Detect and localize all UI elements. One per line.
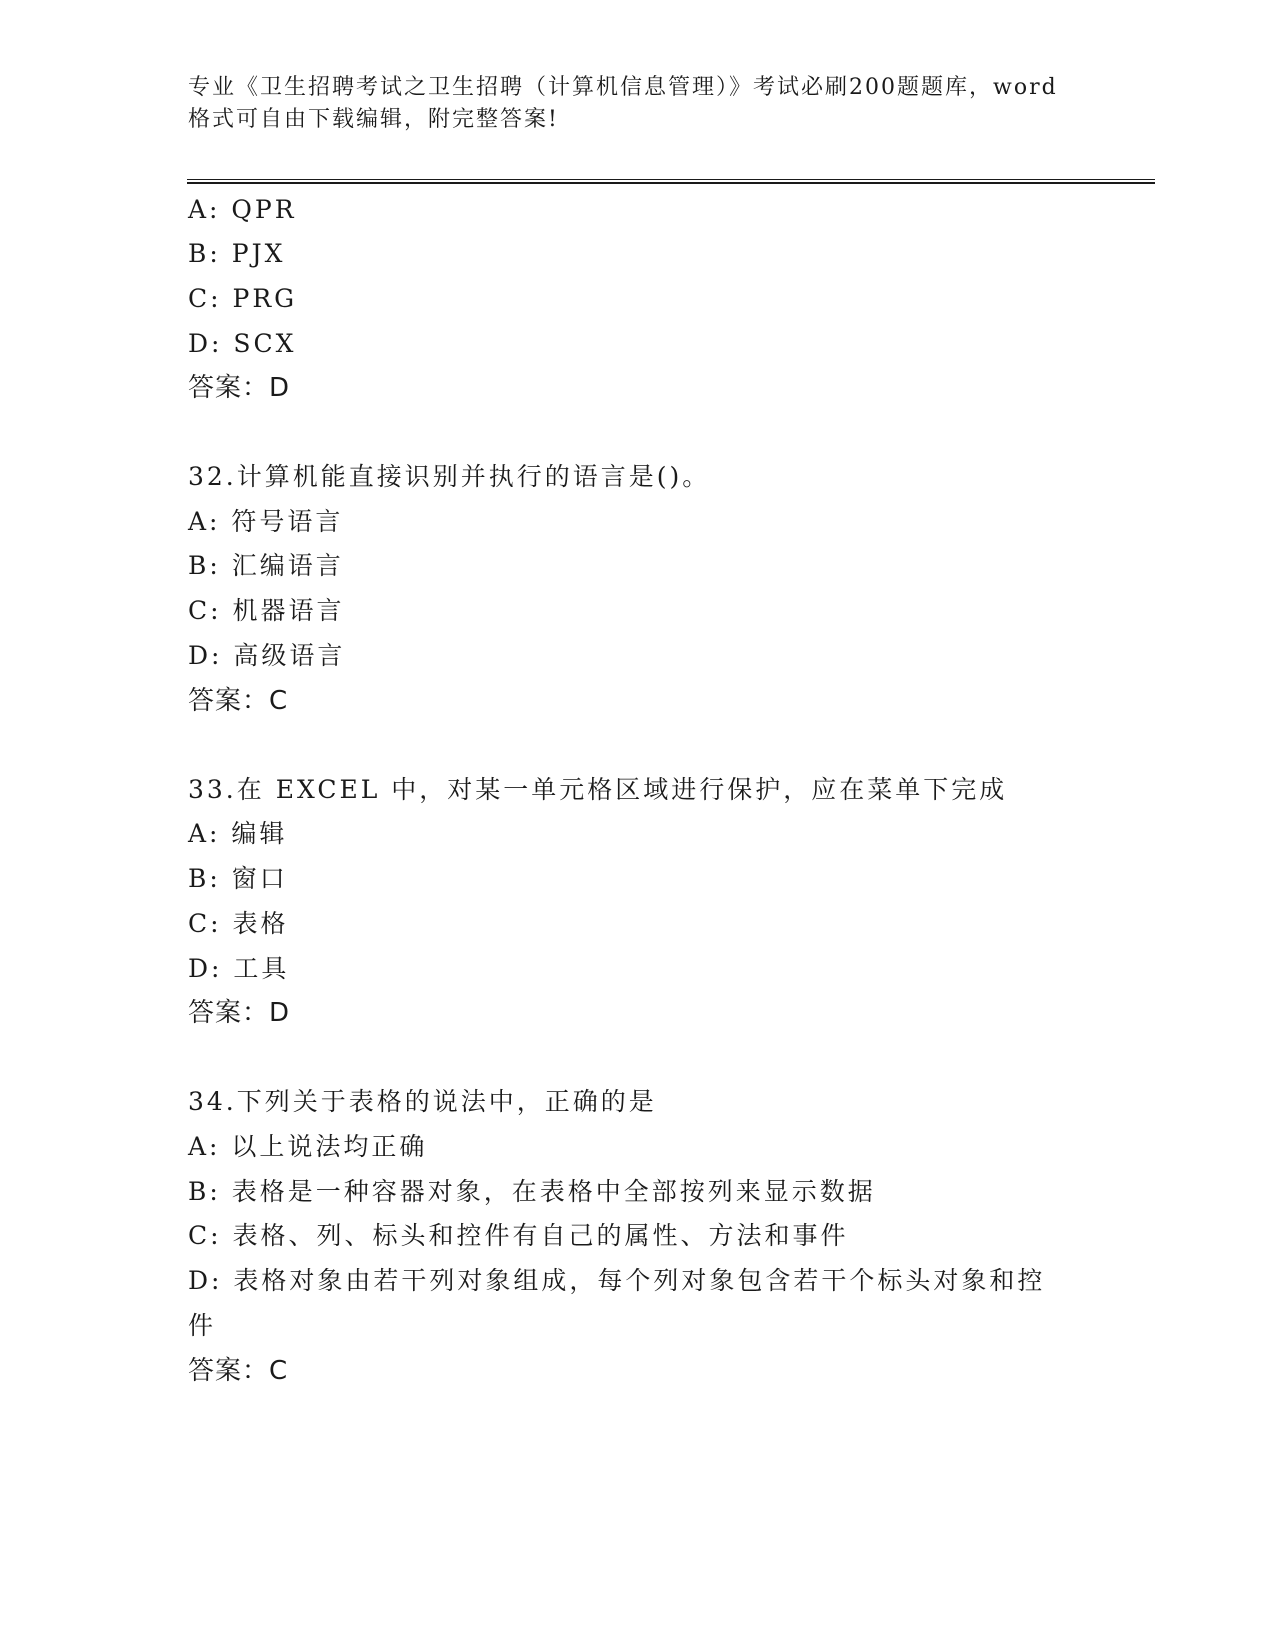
header-divider-thin	[187, 179, 1155, 180]
q32-question: 32.计算机能直接识别并执行的语言是()。	[188, 462, 711, 491]
q33-option-b: B: 窗口	[188, 864, 288, 893]
header-line-1: 专业《卫生招聘考试之卫生招聘（计算机信息管理）》考试必刷200题题库，word	[188, 75, 1058, 100]
q32-option-d: D: 高级语言	[188, 641, 346, 670]
q32-answer: 答案：C	[188, 686, 289, 716]
q31-option-c: C: PRG	[188, 284, 298, 313]
q34-option-d: D: 表格对象由若干列对象组成，每个列对象包含若干个标头对象和控	[188, 1266, 1046, 1295]
q34-option-d-continuation: 件	[188, 1311, 217, 1340]
q33-option-a: A: 编辑	[188, 819, 288, 848]
header-divider-thick	[187, 182, 1155, 184]
q34-option-b: B: 表格是一种容器对象，在表格中全部按列来显示数据	[188, 1177, 876, 1206]
q33-option-c: C: 表格	[188, 909, 289, 938]
q32-option-c: C: 机器语言	[188, 596, 345, 625]
q31-answer: 答案：D	[188, 373, 291, 403]
q32-option-a: A: 符号语言	[188, 507, 344, 536]
document-header	[188, 72, 1088, 136]
q33-answer: 答案：D	[188, 998, 291, 1028]
q32-option-b: B: 汇编语言	[188, 551, 344, 580]
q34-answer: 答案：C	[188, 1356, 289, 1386]
q33-question: 33.在 EXCEL 中，对某一单元格区域进行保护，应在菜单下完成	[188, 775, 1008, 804]
q31-option-a: A: QPR	[188, 195, 297, 224]
q31-option-b: B: PJX	[188, 239, 286, 268]
q33-option-d: D: 工具	[188, 954, 290, 983]
q34-option-a: A: 以上说法均正确	[188, 1132, 428, 1161]
q34-option-c: C: 表格、列、标头和控件有自己的属性、方法和事件	[188, 1221, 849, 1250]
header-line-2: 格式可自由下载编辑，附完整答案!	[188, 107, 559, 132]
q34-question: 34.下列关于表格的说法中，正确的是	[188, 1087, 657, 1116]
q31-option-d: D: SCX	[188, 329, 297, 358]
